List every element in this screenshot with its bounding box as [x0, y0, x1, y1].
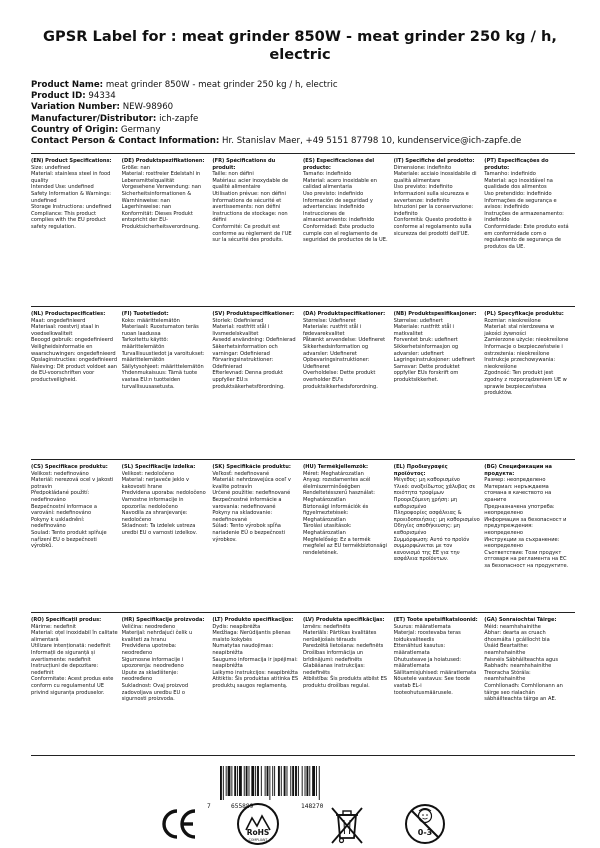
barcode-bar	[281, 766, 282, 796]
divider	[31, 755, 575, 756]
spec-line: Turvallisuustiedot ja varoitukset: määrittelemätön	[121, 350, 205, 364]
spec-line: Rozmiar: nieokreślone	[484, 317, 541, 324]
barcode-bar	[223, 766, 224, 800]
barcode-bar	[302, 766, 303, 796]
spec-block	[212, 311, 303, 397]
spec-block	[484, 617, 575, 703]
spec-line: Conformité: Ce produit est conforme au règlement de l'UE sur la sécurité des produits.	[212, 223, 292, 244]
spec-line: Bezpečnostné informácie a varovania: nedefinované	[212, 496, 282, 510]
spec-line: Informații de siguranță și avertismente: nedefinit	[31, 649, 95, 663]
spec-line: Uso previsto: indefinido	[302, 190, 364, 197]
spec-line: Samsvar: Dette produktet oppfyller EUs forskrift om produktsikkerhet.	[393, 363, 460, 383]
spec-line: Atbilstība: Šis produkts atbilst ES produktu drošības regulai.	[302, 676, 388, 689]
spec-line: Úsáid Beartaithe: neamhshainithe	[484, 643, 529, 656]
spec-line: Safety Information & Warnings: undefined	[31, 190, 111, 204]
barcode-bar	[319, 766, 320, 800]
spec-line: Opbevaringsinstruktioner: Udefineret	[302, 357, 370, 370]
spec-line: Dydis: neapibrėžta	[212, 623, 261, 630]
spec-line: Tárolási utasítások: Meghatározatlan	[302, 523, 352, 536]
spec-line: Größe: nan	[121, 164, 150, 171]
spec-line: Overholdelse: Dette produkt overholder EU's produktsikkerhedsforordning.	[302, 370, 378, 390]
barcode-bar	[255, 766, 256, 796]
spec-block	[394, 158, 485, 250]
spec-block	[212, 464, 303, 570]
spec-line: Οδηγίες αποθήκευσης: μη καθορισμένο	[393, 523, 460, 536]
age-warning-icon	[403, 802, 447, 846]
barcode-bar	[305, 766, 306, 796]
spec-line: Πληροφορίες ασφάλειας & προειδοποιήσεις: μη καθορισμένο	[393, 510, 480, 523]
spec-row-3	[31, 464, 575, 570]
rohs-label: RoHS	[246, 828, 270, 837]
barcode-digits-mid: 655889	[231, 803, 254, 810]
spec-line: Sigurnosne informacije i upozorenja: neodređeno	[121, 656, 184, 670]
spec-block-heading: (SK) Špecifikácie produktu:	[212, 464, 291, 470]
spec-block	[484, 464, 575, 570]
spec-line: Materiał: stal nierdzewna w jakości żywności	[484, 324, 555, 337]
spec-line: Material: oțel inoxidabil în calitate alimentară	[31, 630, 118, 643]
spec-line: Numatytas naudojimas: neapibrėžta	[212, 643, 274, 656]
barcode-bar	[267, 766, 269, 796]
spec-block	[31, 464, 122, 570]
weee-bin-icon	[325, 802, 369, 846]
spec-block-heading: (SL) Specifikacije izdelka:	[121, 464, 196, 470]
spec-line: Material: rostfreier Edelstahl in Lebensmittelqualität	[121, 171, 201, 184]
spec-block-heading: (ES) Especificaciones del producto:	[302, 158, 375, 171]
spec-block-heading: (FI) Tuotetiedot:	[121, 311, 169, 317]
barcode-bar	[287, 766, 288, 796]
spec-line: Conformitate: Acest produs este conform cu regulamentul UE privind siguranța produselor.	[31, 676, 114, 696]
info-row-product-id: Product ID: 94334	[31, 91, 116, 102]
info-row-product-name: Product Name: meat grinder 850W - meat grinder 250 kg / h, electric	[31, 80, 338, 90]
spec-line: Předpokládané použití: nedefinováno	[31, 490, 90, 503]
spec-row-4	[31, 617, 575, 703]
barcode-bar	[244, 766, 245, 796]
spec-block	[303, 158, 394, 250]
spec-line: Material: rostfritt stål i livsmedelskvalitet	[212, 324, 270, 337]
spec-block-heading: (GA) Sonraíochtaí Táirge:	[484, 617, 557, 623]
barcode-bar	[251, 766, 254, 796]
spec-block-heading: (SV) Produktspecifikationer:	[212, 311, 295, 317]
spec-line: Pokyny na skladovanie: nedefinované	[212, 510, 273, 523]
spec-block-heading: (NB) Produktspesifikasjoner:	[393, 311, 477, 317]
spec-line: Ohutusteave ja hoiatused: määratlemata	[393, 656, 461, 670]
rohs-compliant-icon	[236, 802, 280, 846]
spec-block-heading: (PT) Especificações do produto:	[484, 158, 549, 171]
barcode-bar	[226, 766, 227, 796]
spec-line: Materiāls: Pārtikas kvalitātes nerūsējošais tērauds	[302, 630, 377, 643]
spec-line: Veiligheidsinformatie en waarschuwingen: ongedefinieerd	[31, 343, 116, 357]
spec-line: Opslaginstructies: ongedefinieerd	[31, 357, 118, 364]
spec-block-heading: (DE) Produktspezifikationen:	[121, 158, 205, 164]
divider	[31, 153, 575, 154]
spec-line: Pokyny k uskladnění: nedefinováno	[31, 516, 85, 530]
spec-line: Avsedd användning: Odefinierad	[212, 337, 296, 344]
spec-line: Mărime: nedefinit	[31, 623, 77, 630]
spec-block-heading: (EN) Product Specifications:	[31, 158, 112, 164]
spec-line: Påtænkt anvendelse: Udefineret	[302, 337, 386, 344]
spec-line: Informazioni sulla sicurezza e avvertenze: indefinito	[393, 190, 469, 204]
spec-line: Säilytysohjeet: määrittelemätön	[121, 363, 204, 370]
spec-block	[31, 311, 122, 397]
barcode-bar	[220, 766, 222, 800]
spec-block	[303, 311, 394, 397]
spec-line: Instructions de stockage: non défini	[212, 210, 288, 224]
info-row-manufacturer: Manufacturer/Distributor: ich-zapfe	[31, 113, 199, 124]
spec-block	[394, 464, 485, 570]
spec-line: Storage Instructions: undefined	[31, 204, 112, 211]
spec-line: Saugumo informacija ir įspėjimai: neapibrėžta	[212, 656, 298, 670]
spec-block	[484, 158, 575, 250]
spec-line: Forventet bruk: udefinert	[393, 337, 458, 344]
barcode-bar	[231, 766, 232, 796]
spec-line: Conformidad: Este producto cumple con el reglamento de seguridad de productos de la UE.	[302, 223, 388, 244]
spec-line: Maat: ongedefinieerd	[31, 317, 86, 324]
barcode-bar	[295, 766, 297, 796]
barcode-bar	[249, 766, 250, 796]
spec-line: Skladnost: Ta izdelek ustreza uredbi EU o varnosti izdelkov.	[121, 523, 197, 536]
spec-block	[212, 158, 303, 250]
spec-line: Tamaño: indefinido	[302, 171, 352, 178]
spec-line: Υλικό: ανοξείδωτος χάλυβας σε ποιότητα τροφίμων	[393, 483, 476, 497]
barcode-bar	[316, 766, 317, 796]
spec-line: Méid: neamhshainithe	[484, 623, 541, 630]
spec-line: Предназначена употреба: неопределено	[484, 503, 555, 517]
spec-line: Инструкции за съхранение: неопределено	[484, 536, 560, 550]
spec-line: Dimensione: indefinito	[393, 164, 452, 171]
spec-line: Uso pretendido: indefinido	[484, 190, 552, 197]
divider	[31, 612, 575, 613]
barcode-bar	[274, 766, 275, 796]
spec-line: Материал: неръждаема стомана в качеството на храните	[484, 483, 552, 503]
spec-line: Instrucțiuni de depozitare: nedefinit	[31, 663, 99, 676]
spec-block	[31, 617, 122, 703]
spec-line: Koko: määrittelemätön	[121, 317, 180, 324]
spec-line: Информация за безопасност и предупреждения: неопределено	[484, 516, 567, 536]
spec-line: Säkerhetsinformation och varningar: Odefinierad	[212, 343, 278, 357]
spec-line: Ábhar: dearta as cruach dhosmálta i gcáilíocht bia	[484, 630, 550, 643]
barcode-bar	[239, 766, 242, 796]
spec-line: Velikost: nedefinováno	[31, 470, 89, 477]
spec-block-heading: (FR) Spécifications du produit:	[212, 158, 276, 171]
barcode-digits-right: 148270	[301, 803, 324, 810]
barcode-bar	[234, 766, 236, 796]
spec-line: Určené použitie: nedefinované	[212, 490, 291, 497]
spec-line: Predvidena uporaba: nedoločeno	[121, 490, 206, 497]
spec-line: Conformità: Questo prodotto è conforme al regolamento sulla sicurezza dei prodotti dell'UE.	[393, 217, 472, 237]
spec-line: Treoracha Stórála: neamhshainithe	[484, 669, 531, 683]
spec-line: Uso previsto: indefinito	[393, 184, 453, 191]
spec-line: Paredzētā lietošana: nedefinēts	[302, 643, 384, 650]
spec-line: Storlek: Odefinierad	[212, 317, 264, 324]
info-row-contact: Contact Person & Contact Information: Hr. Stanislav Maer, +49 5151 87798 10, kundenservice@ich-zapfe.de	[31, 136, 522, 147]
spec-block-heading: (NL) Productspecificaties:	[31, 311, 106, 317]
spec-block	[303, 464, 394, 570]
divider	[31, 306, 575, 307]
spec-block-heading: (LV) Produkta specifikācijas:	[302, 617, 385, 623]
spec-block-heading: (IT) Specifiche del prodotto:	[393, 158, 475, 164]
ce-mark-icon	[158, 802, 202, 846]
spec-block-heading: (BG) Спецификации на продукта:	[484, 464, 552, 477]
barcode-bar	[257, 766, 259, 796]
barcode-bar	[228, 766, 231, 796]
barcode-bar	[298, 766, 299, 796]
spec-line: Bezpečnostní informace a varování: nedefinováno	[31, 503, 98, 517]
spec-line: Méret: Meghatározatlan	[302, 470, 364, 477]
spec-line: Veľkosť: nedefinované	[212, 470, 270, 477]
spec-line: Materiale: rustfrit stål i fødevarekvalitet	[302, 324, 362, 337]
spec-line: Size: undefined	[31, 164, 71, 171]
spec-line: Veličina: neodređeno	[121, 623, 176, 630]
spec-line: Informações de segurança e avisos: indefinido	[484, 197, 557, 211]
spec-line: Förvaringsinstruktioner: Odefinierad	[212, 357, 274, 370]
spec-line: Materijal: nehrđajući čelik u kvaliteti za hranu	[121, 630, 193, 643]
spec-line: Informations de sécurité et avertissements: non défini	[212, 197, 282, 211]
spec-line: Matériau: acier inoxydable de qualité alimentaire	[212, 177, 289, 191]
spec-line: Laikymo instrukcijos: neapibrėžta	[212, 669, 298, 676]
spec-line: Instrukcje przechowywania: nieokreślone	[484, 357, 556, 370]
spec-line: Glabāšanas instrukcijas: nedefinēts	[302, 663, 365, 676]
spec-row-1	[31, 158, 575, 250]
spec-line: Размер: неопределено	[484, 477, 546, 484]
spec-block-heading: (HR) Specifikacije proizvoda:	[121, 617, 205, 623]
spec-line: Utilisation prévue: non défini	[212, 190, 286, 197]
spec-block	[122, 464, 213, 570]
spec-block-heading: (ET) Toote spetsifikatsioonid:	[393, 617, 478, 623]
barcode-bar	[265, 766, 266, 796]
product-info	[31, 80, 576, 147]
spec-line: Varnostne informacije in opozorila: nedoločeno	[121, 496, 184, 510]
spec-line: Información de seguridad y advertencias: indefinido	[302, 197, 373, 211]
spec-line: Tarkoitettu käyttö: määrittelemätön	[121, 337, 169, 350]
spec-block	[31, 158, 122, 250]
spec-line: Anyag: rozsdamentes acél élelmiszerminőségben	[302, 477, 371, 490]
spec-line: Conformidade: Este produto está em conformidade com o regulamento de segurança de produtos da UE.	[484, 223, 569, 250]
spec-line: Predviđena upotreba: neodređeno	[121, 643, 177, 656]
spec-line: Säilitamisjuhised: määratlemata	[393, 669, 477, 676]
rohs-sub-label: COMPLIANT	[248, 838, 268, 842]
spec-line: Comhlíonadh: Comhlíonann an táirge seo rialachán sábháilteachta táirge an AE.	[484, 682, 563, 703]
spec-line: Konformität: Dieses Produkt entspricht der EU-Produktsicherheitsverordnung.	[121, 210, 200, 230]
page-title: GPSR Label for : meat grinder 850W - meat grinder 250 kg / h, electric	[43, 28, 557, 63]
divider	[31, 459, 575, 460]
spec-line: Istruzioni per la conservazione: indefinito	[393, 204, 474, 217]
spec-block-heading: (EL) Προδιαγραφές προϊόντος:	[393, 464, 448, 477]
spec-line: Ettenähtud kasutus: määratlemata	[393, 643, 446, 656]
spec-line: Størrelse: udefinert	[393, 317, 443, 324]
barcode-bar	[278, 766, 280, 796]
barcode-bar	[292, 766, 294, 796]
spec-line: Størrelse: Udefineret	[302, 317, 356, 324]
spec-line: Sukladnost: Ovaj proizvod zadovoljava uredbu EU o sigurnosti proizvoda.	[121, 682, 189, 703]
barcode-bar	[261, 766, 262, 796]
spec-block-heading: (CS) Specifikace produktu:	[31, 464, 108, 470]
spec-line: Biztonsági információk és figyelmeztetések: Meghatározatlan	[302, 503, 369, 523]
spec-line: Materiaali: Ruostumaton teräs ruoan laadussa	[121, 324, 199, 337]
barcode-bar	[269, 766, 270, 800]
barcode-bar	[290, 766, 291, 796]
spec-line: Suurus: määratlemata	[393, 623, 451, 630]
spec-block-heading: (LT) Produkto specifikacijos:	[212, 617, 294, 623]
spec-line: Izmērs: nedefinēts	[302, 623, 351, 630]
spec-line: Súlad: Tento výrobok spĺňa nariadenie EÚ o bezpečnosti výrobkov.	[212, 523, 285, 543]
barcode-icon	[218, 766, 353, 800]
spec-line: Material: aço inoxidável na qualidade dos alimentos	[484, 177, 553, 191]
spec-block-heading: (HU) Termékjellemzők:	[302, 464, 369, 470]
spec-line: Atitiktis: Šis produktas atitinka ES produktų saugos reglamentą.	[212, 676, 299, 689]
spec-line: Velikost: nedoločeno	[121, 470, 175, 477]
barcode-bar	[246, 766, 248, 796]
spec-block-heading: (PL) Specyfikacje produktu:	[484, 311, 564, 317]
spec-line: Informacje o bezpieczeństwie i ostrzeżenia: nieokreślone	[484, 343, 563, 357]
spec-line: Material: stainless steel in food quality	[31, 171, 111, 184]
spec-block	[484, 311, 575, 397]
spec-line: Material: acero inoxidable en calidad alimentaria	[302, 177, 377, 191]
spec-line: Vorgesehene Verwendung: nan	[121, 184, 202, 191]
barcode-bar	[306, 766, 308, 796]
spec-line: Rendeltetésszerű használat: Meghatározatlan	[302, 490, 376, 503]
barcode-digit-left: 7	[207, 803, 211, 810]
barcode-bar	[309, 766, 310, 796]
spec-line: Upute za skladištenje: neodređeno	[121, 669, 179, 683]
spec-line: Medžiaga: Nerūdijantis plienas maisto kokybės	[212, 630, 291, 643]
spec-line: Sicherheitsinformationen & Warnhinweise: nan	[121, 190, 192, 204]
spec-line: Sikkerhetsinformasjon og advarsler: udefinert	[393, 343, 459, 357]
spec-line: Compliance: This product complies with the EU product safety regulation.	[31, 210, 106, 230]
spec-line: Lagerhinweise: nan	[121, 204, 172, 211]
spec-block	[303, 617, 394, 703]
info-row-variation: Variation Number: NEW-98960	[31, 102, 174, 113]
spec-line: Material: nerjaveče jeklo v kakovosti hrane	[121, 477, 190, 490]
spec-line: Materiale: acciaio inossidabile di qualità alimentare	[393, 171, 477, 184]
spec-line: Materjal: roostevaba teras toidukvaliteedis	[393, 630, 461, 643]
spec-block	[212, 617, 303, 703]
spec-line: Faisnéis Sábháilteachta agus Rabhadh: neamhshainithe	[484, 656, 559, 670]
spec-line: Nõuetele vastavus: See toode vastab EL-i tooteohutusmäärusele.	[393, 676, 471, 696]
spec-block	[122, 617, 213, 703]
spec-line: Zgodność: Ten produkt jest zgodny z rozporządzeniem UE w sprawie bezpieczeństwa produktów.	[484, 370, 567, 397]
spec-line: Yhdenmukaisuus: Tämä tuote vastaa EU:n tuotteiden turvallisuusasetusta.	[121, 370, 198, 390]
spec-block	[394, 617, 485, 703]
spec-line: Instrucciones de almacenamiento: indefinido	[302, 210, 375, 224]
spec-block-heading: (RO) Specificații produs:	[31, 617, 102, 623]
spec-line: Lagringsinstruksjoner: udefinert	[393, 357, 476, 364]
age-label: 0-3	[417, 828, 433, 837]
spec-row-2	[31, 311, 575, 397]
spec-line: Soulad: Tento produkt splňuje nařízení EU o bezpečnosti výrobků.	[31, 529, 107, 550]
spec-line: Materiaal: roestvrij staal in voedselkwaliteit	[31, 324, 100, 337]
spec-block	[394, 311, 485, 397]
spec-line: Sikkerhedsinformation og advarsler: Udefineret	[302, 343, 369, 357]
spec-line: Navodila za shranjevanje: nedoločeno	[121, 510, 188, 523]
spec-line: Materiál: nehrdzavejúca oceľ v kvalite potravín	[212, 477, 291, 490]
spec-line: Zamierzone użycie: nieokreślone	[484, 337, 569, 344]
spec-line: Taille: non défini	[212, 171, 254, 178]
spec-block-heading: (DA) Produktspecifikationer:	[302, 311, 386, 317]
barcode-bar	[237, 766, 238, 796]
spec-block	[122, 311, 213, 397]
spec-line: Beoogd gebruik: ongedefinieerd	[31, 337, 114, 344]
spec-line: Instruções de armazenamento: indefinido	[484, 210, 564, 224]
spec-line: Съответствие: Този продукт отговаря на регламента на ЕС за безопасност на продуктите.	[484, 549, 569, 569]
spec-line: Tamanho: indefinido	[484, 171, 536, 178]
spec-line: Utilizare intenționată: nedefinit	[31, 643, 111, 650]
spec-line: Προοριζόμενη χρήση: μη καθορισμένο	[393, 496, 458, 510]
spec-line: Efterlevnad: Denna produkt uppfyller EU:s produktsäkerhetsförordning.	[212, 370, 285, 390]
spec-line: Materiale: rustfritt stål i matkvalitet	[393, 324, 454, 337]
spec-line: Μέγεθος: μη καθορισμένο	[393, 477, 460, 484]
spec-line: Megfelelőség: Ez a termék megfelel az EU termékbiztonsági rendeletének.	[302, 536, 388, 556]
barcode-bar	[284, 766, 286, 796]
spec-block	[122, 158, 213, 250]
barcode-bar	[312, 766, 315, 796]
spec-line: Συμμόρφωση: Αυτό το προϊόν συμμορφώνεται με τον κανονισμό της ΕΕ για την ασφάλεια προϊόντων.	[393, 536, 470, 563]
spec-line: Drošības informācija un brīdinājumi: nedefinēts	[302, 649, 364, 663]
info-row-country: Country of Origin: Germany	[31, 124, 161, 135]
spec-line: Intended Use: undefined	[31, 184, 94, 191]
spec-line: Naleving: Dit product voldoet aan de EU-voorschriften voor productveiligheid.	[31, 363, 117, 383]
barcode-bar	[272, 766, 273, 796]
spec-line: Materiál: nerezová ocel v jakosti potravin	[31, 477, 114, 490]
